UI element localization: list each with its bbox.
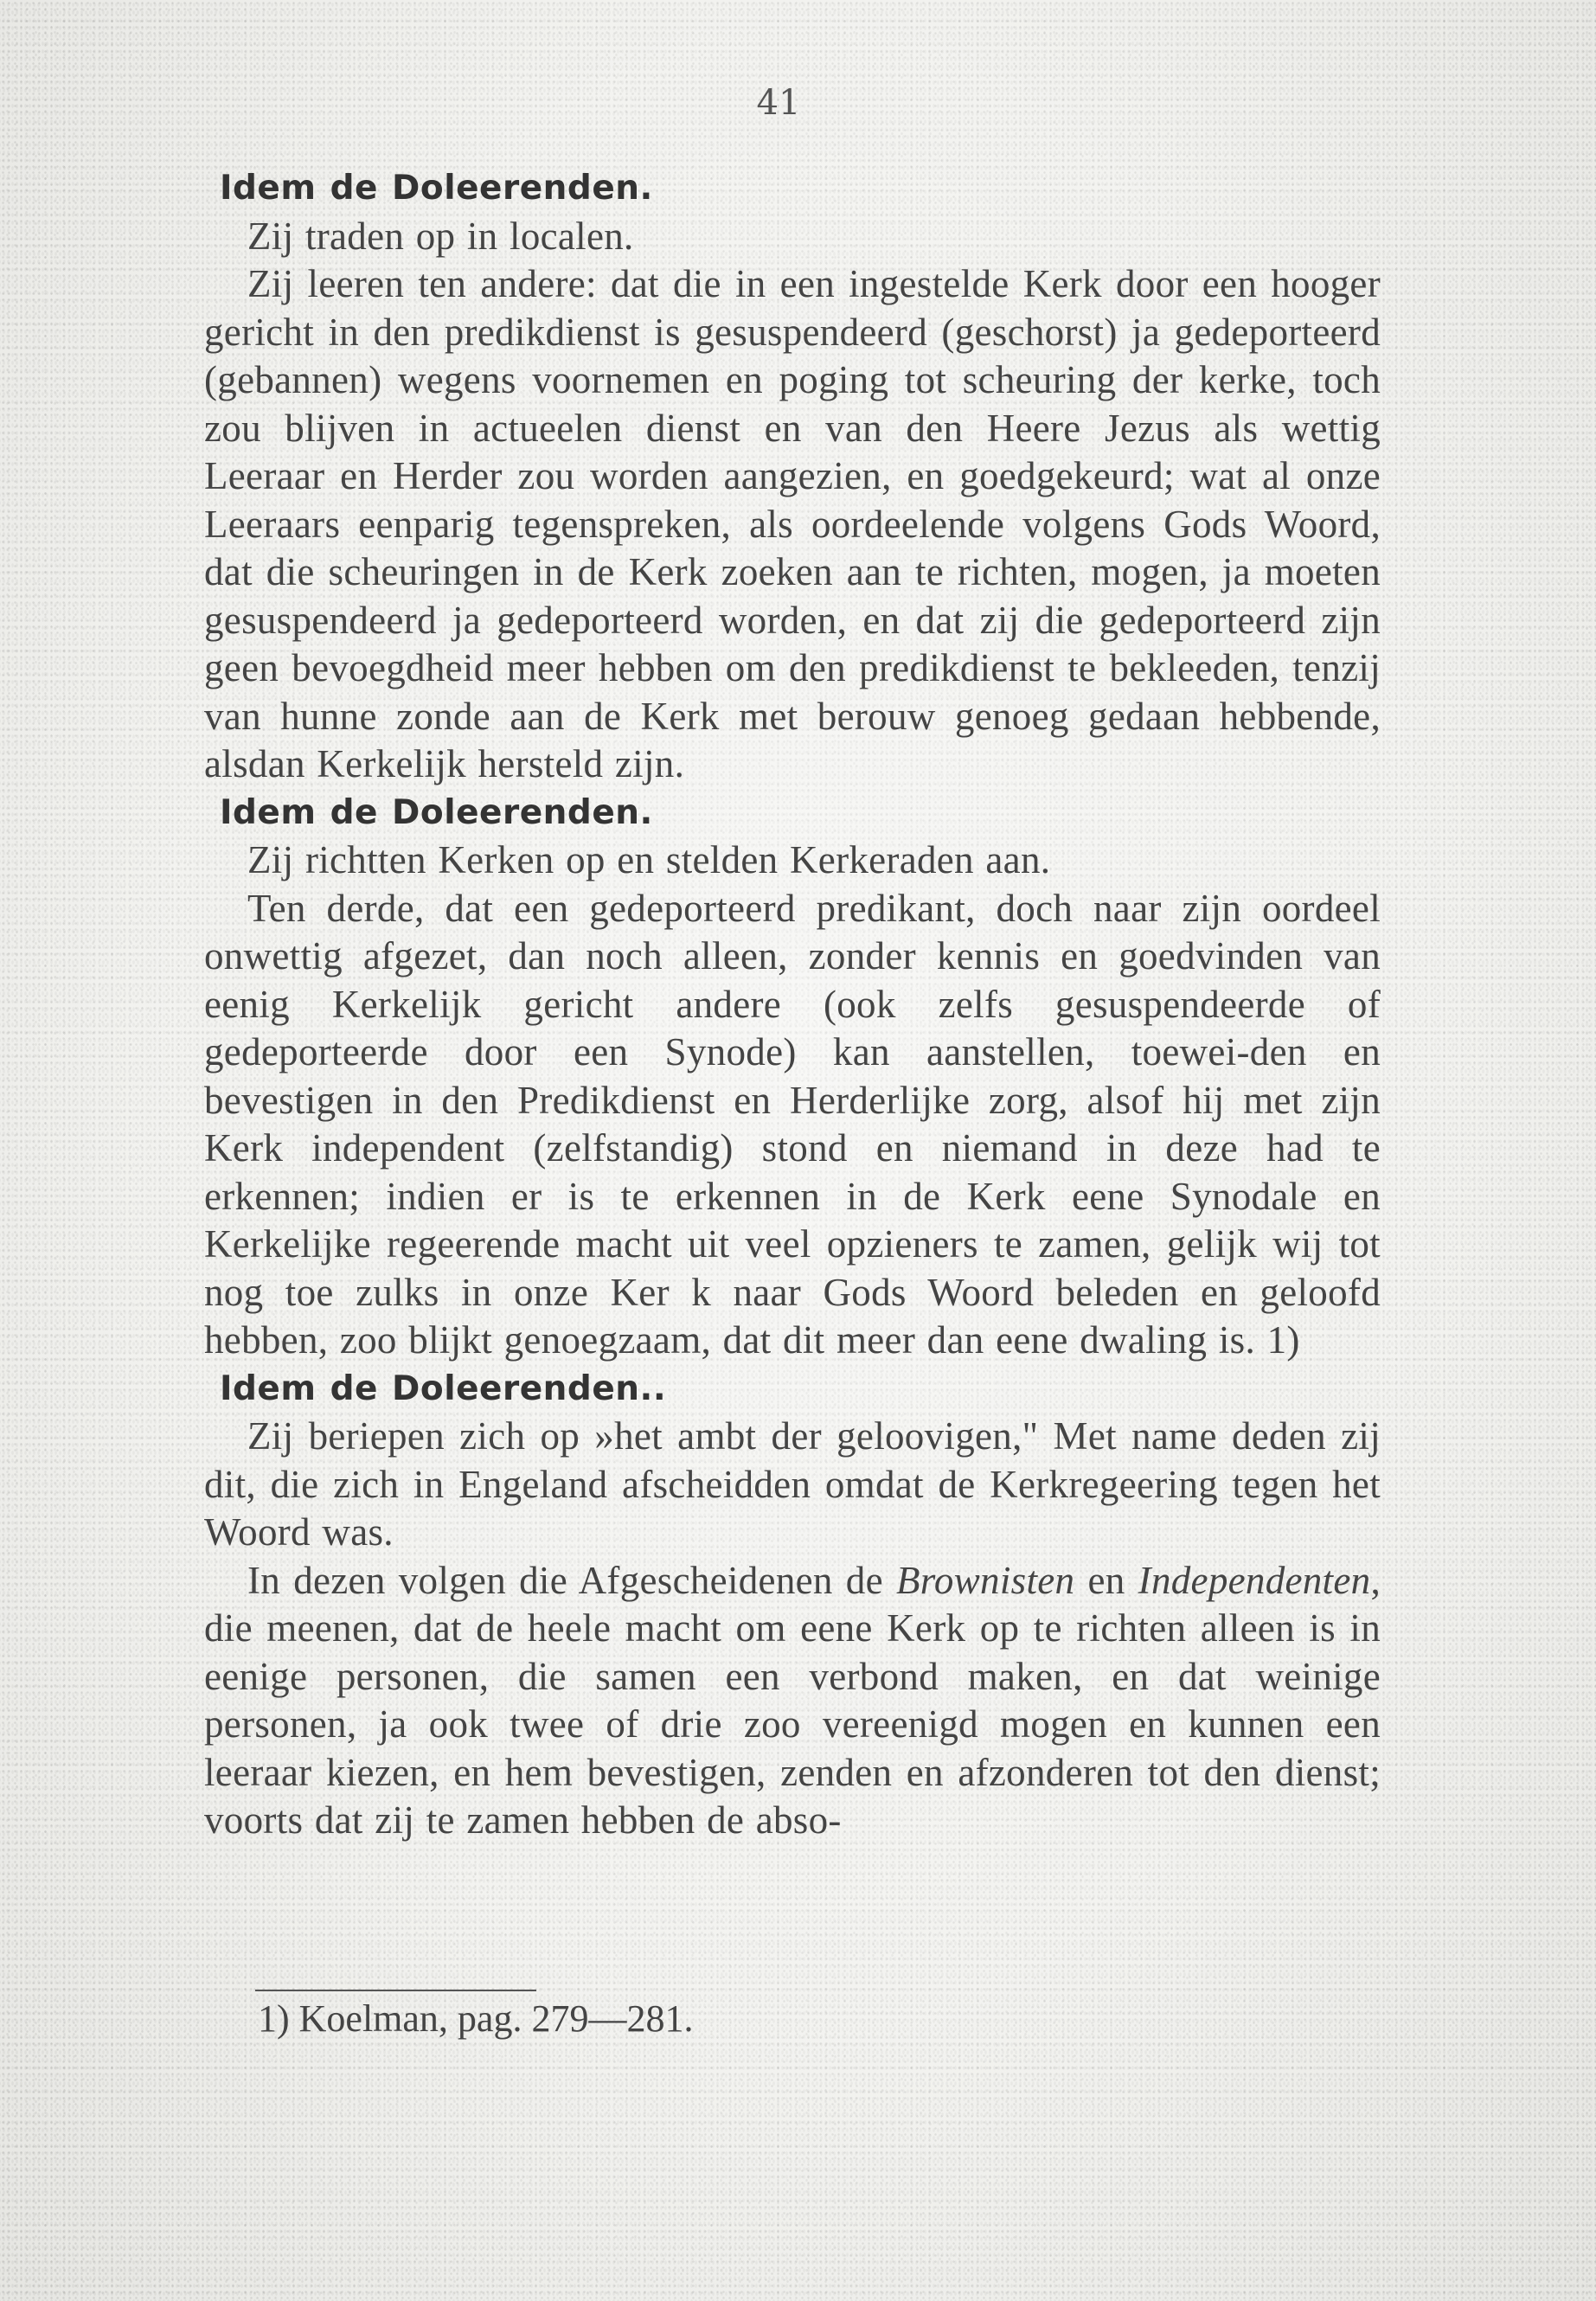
page-number: 41 bbox=[756, 83, 801, 123]
section-heading: Idem de Doleerenden. bbox=[220, 792, 653, 832]
italic-term: Brownisten bbox=[896, 1558, 1075, 1602]
text-run: In dezen volgen die Afgescheidenen de bbox=[247, 1558, 896, 1602]
text-run: , die meenen, dat de heele macht om eene Kerk op te richten alleen is in eenige personen, die samen een verbond maken, en dat weinige personen, ja ook twee of drie zoo vereenigd mogen en kunnen een leeraar kiezen, en hem bevestigen, zenden en afzonderen tot den dienst; voorts dat zij te zamen hebben de abso- bbox=[204, 1558, 1381, 1842]
paragraph: Zij beriepen zich op »het ambt der geloovigen," Met name deden zij dit, die zich in Engeland afscheidden omdat de Kerkregeering tegen het Woord was. bbox=[204, 1414, 1381, 1554]
section-heading: Idem de Doleerenden. bbox=[220, 169, 653, 208]
paragraph: Zij leeren ten andere: dat die in een ingestelde Kerk door een hooger gericht in den predikdienst is gesuspendeerd (geschorst) ja gedeporteerd (gebannen) wegens voornemen en poging tot scheuring der kerke, toch zou blijven in actueelen dienst en van den Heere Jezus als wettig Leeraar en Herder zou worden aangezien, en goedgekeurd; wat al onze Leeraars eenparig tegenspreken, als oordeelende volgens Gods Woord, dat die scheuringen in de Kerk zoeken aan te richten, mogen, ja moeten gesuspendeerd ja gedeporteerd worden, en dat zij die gedeporteerd zijn geen bevoegdheid meer hebben om den predikdienst te bekleeden, tenzij van hunne zonde aan de Kerk met berouw genoeg gedaan hebbende, alsdan Kerkelijk hersteld zijn. bbox=[204, 262, 1381, 785]
footnote: 1) Koelman, pag. 279—281. bbox=[258, 1997, 694, 2040]
text-run: en bbox=[1074, 1558, 1138, 1602]
paragraph: Zij traden op in localen. bbox=[247, 214, 634, 258]
footnote-divider bbox=[255, 1990, 536, 1991]
paragraph-with-italics bbox=[204, 1557, 1381, 1845]
italic-term: Independenten bbox=[1138, 1558, 1371, 1602]
body-text bbox=[204, 164, 1381, 1845]
paragraph: Ten derde, dat een gedeporteerd predikant, doch naar zijn oordeel onwettig afgezet, dan noch alleen, zonder kennis en goedvinden van eenig Kerkelijk gericht andere (ook zelfs gesuspendeerde of gedeporteerde door een Synode) kan aanstellen, toewei-den en bevestigen in den Predikdienst en Herderlijke zorg, alsof hij met zijn Kerk independent (zelfstandig) stond en niemand in deze had te erkennen; indien er is te erkennen in de Kerk eene Synodale en Kerkelijke regeerende macht uit veel opzieners te zamen, gelijk wij tot nog toe zulks in onze Ker k naar Gods Woord beleden en geloofd hebben, zoo blijkt genoegzaam, dat dit meer dan eene dwaling is. 1) bbox=[204, 886, 1381, 1362]
section-heading: Idem de Doleerenden.. bbox=[220, 1368, 667, 1408]
paragraph: Zij richtten Kerken op en stelden Kerkeraden aan. bbox=[247, 838, 1051, 881]
